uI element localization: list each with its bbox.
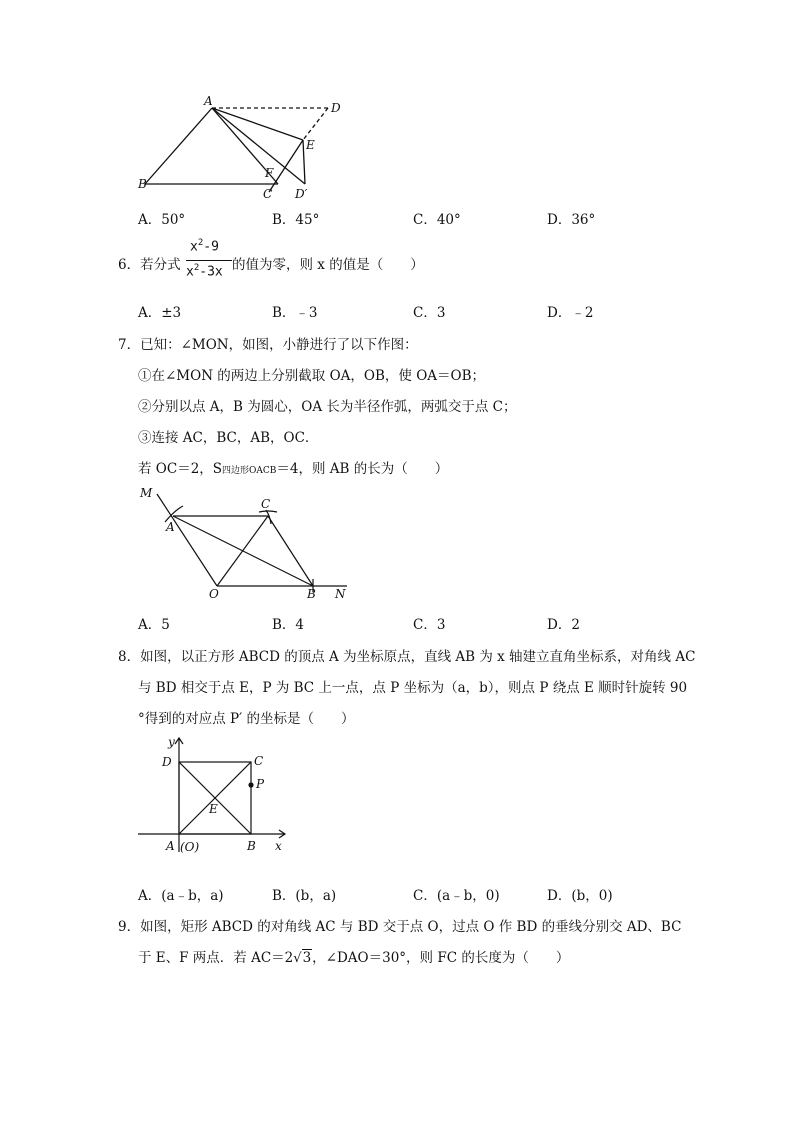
q9-stem-line-2: 于 E、F 两点．若 AC＝2√3，∠DAO＝30°，则 FC 的长度为（ ）	[138, 950, 570, 966]
q7-step-2: ②分别以点 A，B 为圆心，OA 长为半径作弧，两弧交于点 C；	[138, 399, 517, 415]
q8-option-a[interactable]: A．(a﹣b，a)	[138, 888, 224, 904]
q9-sqrt: √3	[293, 950, 312, 966]
q7-label-M: M	[140, 486, 153, 500]
q5-option-d[interactable]: D．36°	[547, 212, 596, 228]
q6-option-b[interactable]: B．﹣3	[272, 305, 318, 321]
q7-label-C: C	[261, 497, 271, 511]
q7-figure	[135, 482, 355, 602]
q7-title: 7．已知：∠MON，如图，小静进行了以下作图：	[118, 337, 418, 353]
q5-label-D: D	[331, 101, 341, 115]
q7-arc-at-C-1	[259, 511, 277, 512]
q7-label-N: N	[335, 587, 346, 601]
q8-label-O: (O)	[180, 840, 200, 854]
q9-stem-line-1: 9．如图，矩形 ABCD 的对角线 AC 与 BD 交于点 O，过点 O 作 BD 的垂线分别交 AD、BC	[118, 919, 682, 935]
q7-option-c[interactable]: C．3	[413, 617, 446, 633]
q7-label-O: O	[209, 587, 219, 601]
q8-label-E: E	[209, 802, 218, 816]
q5-segment-AB	[145, 108, 212, 184]
q8-stem-line-3: °得到的对应点 P′ 的坐标是（ ）	[138, 711, 355, 727]
q7-step-3: ③连接 AC，BC，AB，OC．	[138, 430, 319, 446]
q8-option-d[interactable]: D．(b，0)	[547, 888, 613, 904]
q5-segment-DE-dashed	[303, 108, 328, 140]
q8-label-D: D	[162, 755, 172, 769]
q6-stem-post: 的值为零，则 x 的值是（ ）	[232, 257, 424, 273]
q5-label-Dp: D′	[295, 187, 308, 201]
q8-stem-line-1: 8．如图，以正方形 ABCD 的顶点 A 为坐标原点，直线 AB 为 x 轴建立直角坐标系，对角线 AC	[118, 649, 696, 665]
q6-stem-pre: 6．若分式	[118, 257, 181, 273]
q8-stem-line-2: 与 BD 相交于点 E，P 为 BC 上一点，点 P 坐标为（a，b），则点 P 绕点 E 顺时针旋转 90	[138, 680, 688, 696]
q8-option-c[interactable]: C．(a﹣b，0)	[413, 888, 500, 904]
q6-option-d[interactable]: D．﹣2	[547, 305, 594, 321]
q6-option-a[interactable]: A．±3	[138, 305, 182, 321]
q6-numerator: $x^2-9$	[190, 238, 219, 255]
q7-area-subscript: 四边形OACB	[222, 466, 277, 476]
q5-label-A: A	[204, 94, 213, 108]
q7-step-1: ①在∠MON 的两边上分别截取 OA，OB，使 OA＝OB；	[138, 368, 485, 384]
q8-label-P: P	[256, 777, 265, 791]
q5-segment-ADp	[212, 108, 305, 184]
q5-option-a[interactable]: A．50°	[138, 212, 186, 228]
q6-denominator: $x^2-3x$	[186, 263, 223, 280]
q8-figure	[135, 732, 295, 860]
q5-segment-EDp	[303, 140, 305, 184]
q8-point-P	[248, 782, 253, 787]
q8-label-x: x	[275, 839, 282, 853]
q7-segment-CB	[268, 516, 313, 586]
q5-label-B: B	[138, 177, 147, 191]
q7-ray-OM	[157, 494, 217, 586]
q8-label-y: y	[168, 735, 175, 749]
q6-fraction	[186, 238, 232, 288]
q7-label-A: A	[166, 520, 175, 534]
q5-label-F: F	[265, 166, 274, 180]
q7-option-a[interactable]: A．5	[138, 617, 170, 633]
q5-option-b[interactable]: B．45°	[272, 212, 320, 228]
q5-label-C: C	[263, 187, 273, 201]
q8-label-C: C	[254, 754, 264, 768]
q7-condition: 若 OC＝2，S四边形OACB＝4，则 AB 的长为（ ）	[138, 461, 449, 477]
q7-segment-OC	[217, 516, 268, 586]
q8-label-A: A	[166, 839, 175, 853]
q8-option-b[interactable]: B．(b，a)	[272, 888, 337, 904]
q8-label-B: B	[247, 839, 256, 853]
q6-option-c[interactable]: C．3	[413, 305, 446, 321]
q5-option-c[interactable]: C．40°	[413, 212, 461, 228]
q7-option-d[interactable]: D．2	[547, 617, 580, 633]
q5-label-E: E	[306, 138, 315, 152]
q5-figure	[130, 92, 360, 204]
q7-option-b[interactable]: B．4	[272, 617, 305, 633]
q7-label-B: B	[307, 587, 316, 601]
q5-segment-EC	[269, 140, 303, 192]
